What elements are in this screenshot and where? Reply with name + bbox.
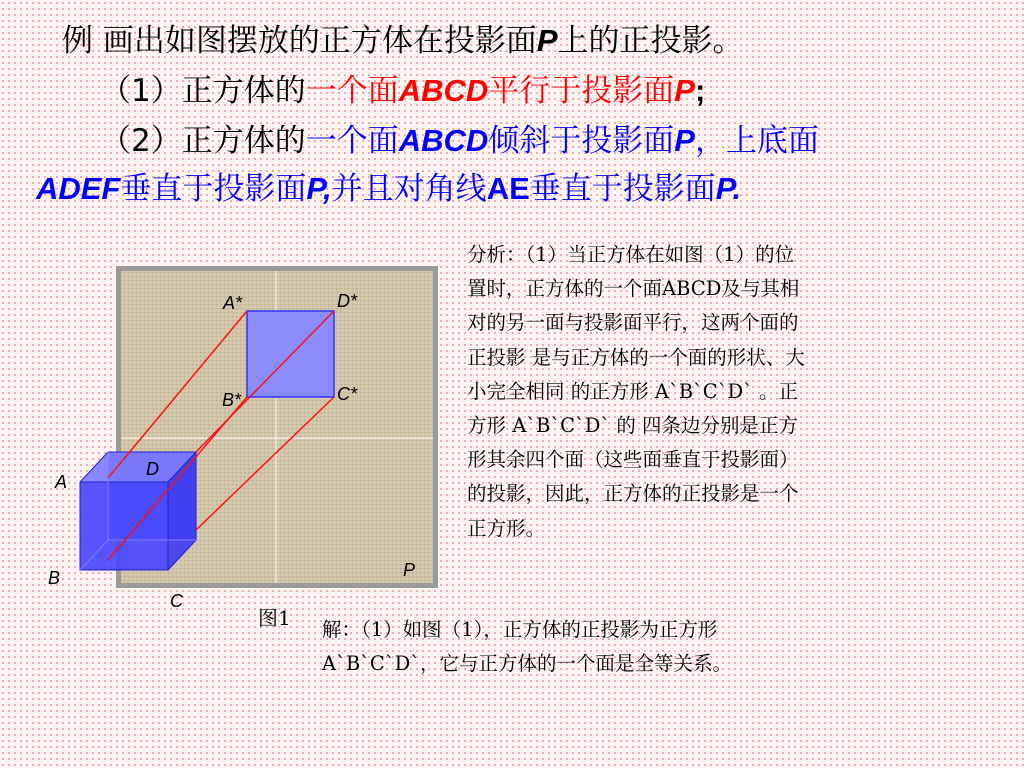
title-line-3: （2）正方体的一个面ABCD倾斜于投影面P，上底面 xyxy=(100,123,819,159)
label-p: P xyxy=(403,560,416,580)
title-line-4: ADEF垂直于投影面P,并且对角线AE垂直于投影面P. xyxy=(36,171,742,207)
label-b-star: B* xyxy=(222,390,242,410)
label-d: D xyxy=(146,459,159,479)
solution-text: 解：（1）如图（1），正方体的正投影为正方形 A`B`C`D`，它与正方体的一个面是全等关系。 xyxy=(322,618,732,675)
cube xyxy=(80,452,196,570)
label-d-star: D* xyxy=(337,291,358,311)
title-line-2: （1）正方体的一个面ABCD平行于投影面P; xyxy=(100,73,706,109)
label-b: B xyxy=(48,568,61,588)
label-c: C xyxy=(170,591,183,611)
figure-caption: 图1 xyxy=(258,606,291,630)
label-a: A xyxy=(55,472,68,492)
analysis-text: 分析：（1）当正方体在如图（1）的位 置时，正方体的一个面ABCD及与其相 对的另一面与投影面平行，这两个面的 正投影 是与正方体的一个面的形状、大 小完全相同 的正方形 A`B`C`D` 。正 方形 A`B`C`D` 的 四条边分别是正方 形其余四个面（这些面垂直于投影面） 的投影，因此，正方体的正投影是一个 正方形。 xyxy=(467,243,805,540)
label-a-star: A* xyxy=(223,293,243,313)
label-c-star: C* xyxy=(337,384,358,404)
title-line-1: 例 画出如图摆放的正方体在投影面P上的正投影。 xyxy=(62,23,744,59)
